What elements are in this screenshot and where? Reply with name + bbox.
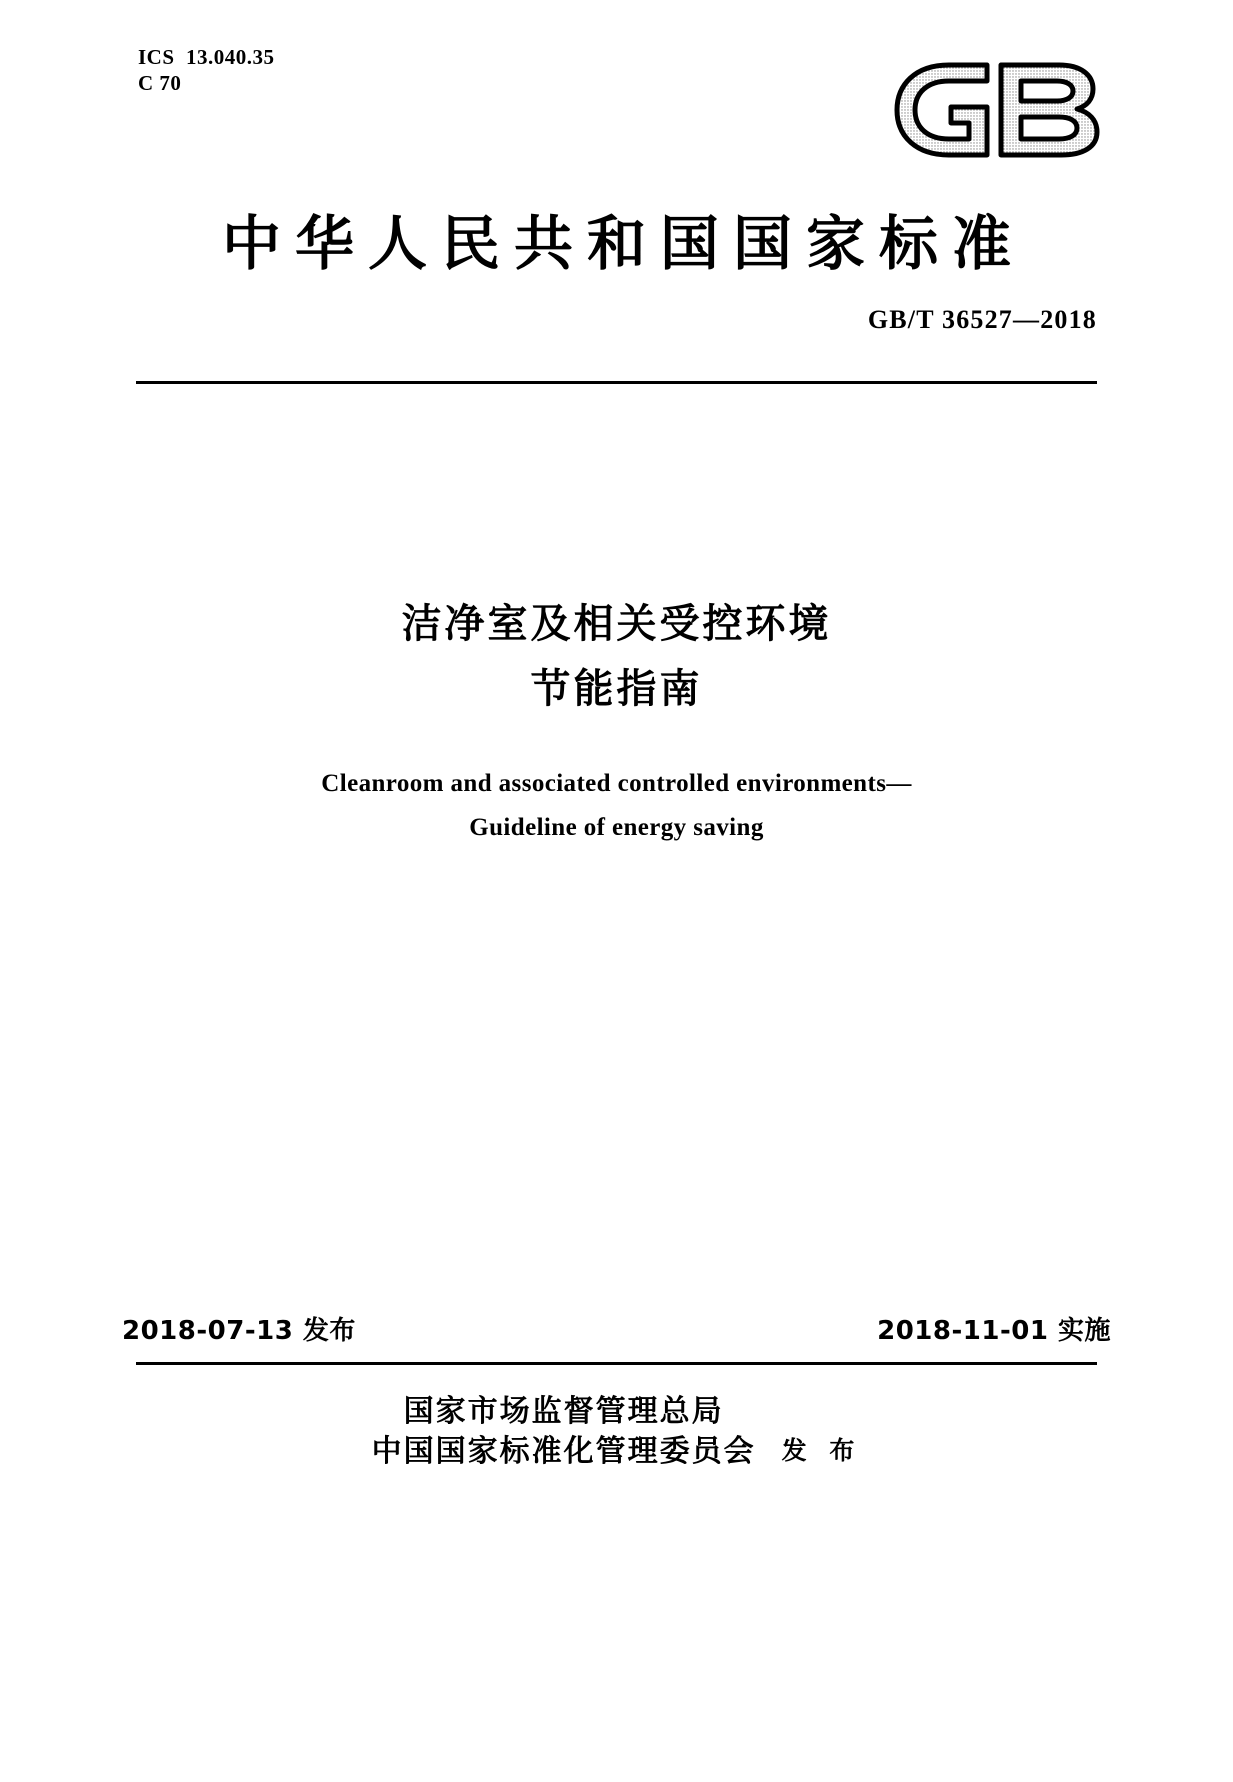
document-title-english-line1: Cleanroom and associated controlled environments—: [321, 770, 912, 797]
issuer-name-line2: 中国国家标准化管理委员会: [371, 1433, 756, 1469]
publish-label: 发 布: [781, 1436, 862, 1466]
bottom-divider: [136, 1362, 1097, 1365]
issuer-names: [372, 1392, 756, 1471]
gb-logo-icon: [883, 55, 1133, 165]
document-title-chinese-line1: 洁净室及相关受控环境: [401, 601, 832, 647]
document-title-chinese-line2: 节能指南: [530, 665, 703, 712]
implementation-date: 2018-11-01 实施: [877, 1316, 1111, 1346]
national-standard-heading: 中华人民共和国国家标准: [221, 209, 1025, 278]
document-title-english: [0, 762, 1233, 850]
ccs-code-line: C 70: [138, 71, 182, 96]
document-title-chinese: [0, 592, 1233, 722]
issue-date: 2018-07-13 发布: [122, 1316, 356, 1346]
issuer-name-line1: 国家市场监督管理总局: [403, 1394, 724, 1429]
ics-classification-block: [138, 44, 275, 97]
top-divider: [136, 381, 1097, 384]
ics-code-line: ICS 13.040.35: [138, 45, 275, 69]
standard-number: GB/T 36527—2018: [867, 305, 1097, 334]
document-title-english-line2: Guideline of energy saving: [469, 813, 764, 841]
issuer-block: [0, 1392, 1233, 1471]
